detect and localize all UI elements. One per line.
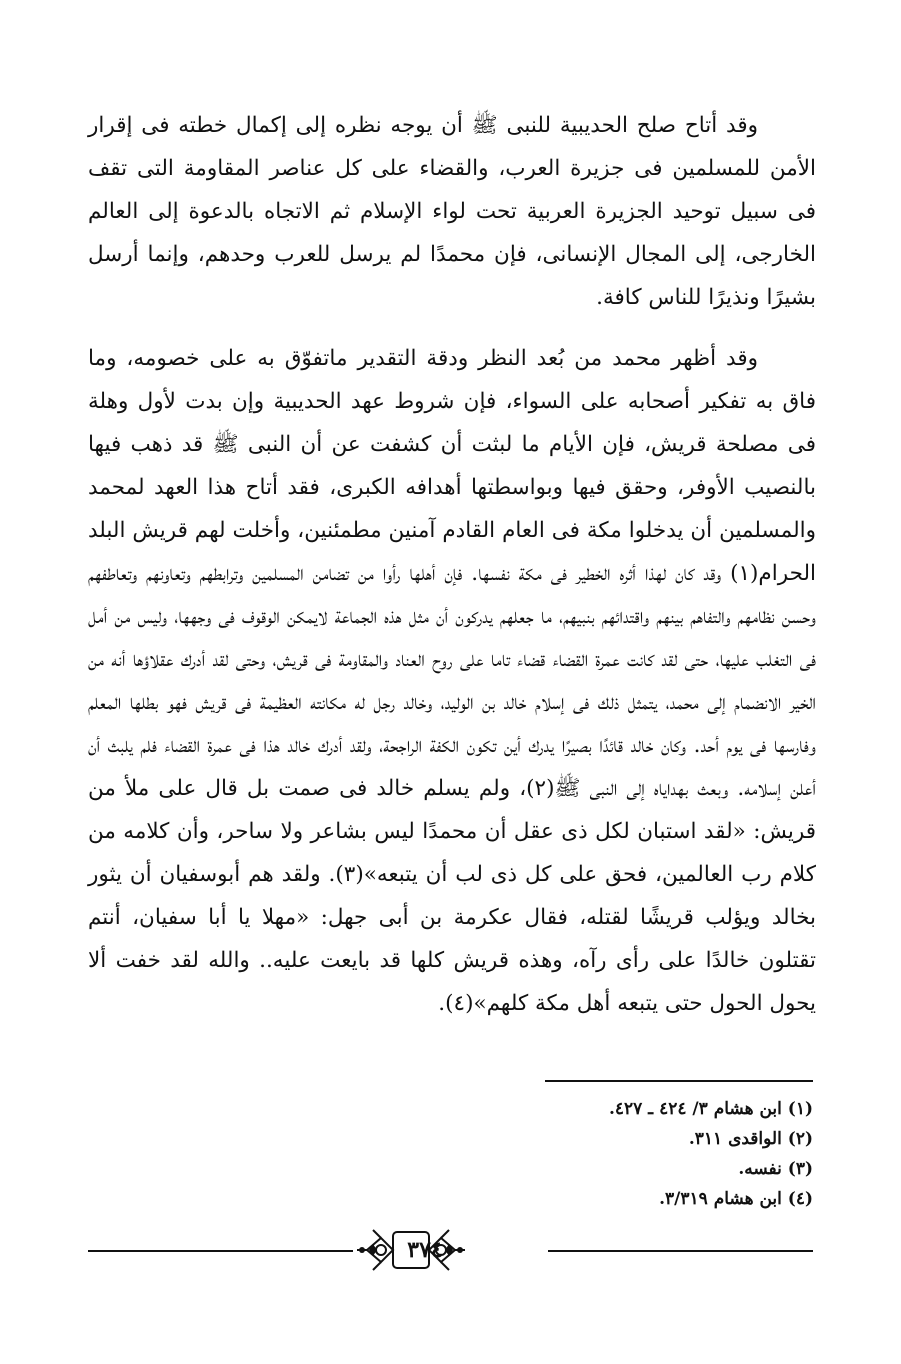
footnote-3: (٣) نفسه. (738, 1159, 813, 1179)
paragraph-1 (88, 104, 816, 319)
paragraph-2-text: وقد أظهر محمد من بُعد النظر ودقة التقدير ماتفوّق به على خصومه، وما فاق به تفكير أصحابه على السواء، فإن شروط عهد الحديبية وإن بدت لأول وهلة فى مصلحة قريش، فإن الأيام ما لبثت أن كشفت عن أن النبى ﷺ قد ذهب فيها بالنصيب الأوفر، وحقق فيها وبواسطتها أهدافه الكبرى، فقد أتاح هذا العهد لمحمد والمسلمين أن يدخلوا مكة فى العام القادم آمنين مطمئنين، وأخلت لهم قريش البلد الحرام(١) وقد كان لهذا أثره الخطير فى مكة نفسها. فإن أهلها رأوا من تضامن المسلمين وترابطهم وتعاونهم وتعاطفهم وحسن نظامهم والتفاهم بينهم واقتدائهم بنبيهم، ما جعلهم يدركون أن مثل هذه الجماعة لايمكن الوقوف فى وجهها، وليس من أمل فى التغلب عليها، حتى لقد كانت عمرة القضاء قضاء تاما على روح العناد والمقاومة فى قريش، وحتى لقد أدرك عقلاؤها أنه من الخير الانضمام إلى محمد، يتمثل ذلك فى إسلام خالد بن الوليد، وخالد رجل له مكانته العظيمة فى قريش فهو بطلها المعلم وفارسها فى يوم أحد. وكان خالد قائدًا بصيرًا يدرك أين تكون الكفة الراجحة، ولقد أدرك خالد هذا فى عمرة القضاء فلم يلبث أن أعلن إسلامه. وبعث بهداياه إلى النبى ﷺ(٢)، ولم يسلم خالد فى صمت بل قال على ملأ من قريش: «لقد استبان لكل ذى عقل أن محمدًا ليس بشاعر ولا ساحر، وأن كلامه من كلام رب العالمين، فحق على كل ذى لب أن يتبعه»(٣). ولقد هم أبوسفيان أن يثور بخالد ويؤلب قريشًا لقتله، فقال عكرمة بن أبى جهل: «مهلا يا أبا سفيان، أنتم تقتلون خالدًا على رأى رآه، وهذه قريش كلها قد بايعت عليه.. والله لقد خفت ألا يحول الحول حتى يتبعه أهل مكة كلهم»(٤). (88, 346, 817, 1016)
page-body (88, 104, 816, 1025)
footnotes (313, 1094, 813, 1214)
footnote-2: (٢) الواقدى ٣١١. (688, 1129, 813, 1149)
footer-rule-left (88, 1250, 353, 1252)
footer-rule-right (548, 1250, 813, 1252)
footnote-4: (٤) ابن هشام ٣/٣١٩. (659, 1189, 813, 1209)
paragraph-2 (88, 337, 816, 1025)
page-number: ٣٧٤ (407, 1237, 443, 1263)
paragraph-1-text: وقد أتاح صلح الحديبية للنبى ﷺ أن يوجه نظره إلى إكمال خطته فى إقرار الأمن للمسلمين فى جزيرة العرب، والقضاء على كل عناصر المقاومة التى تقف فى سبيل توحيد الجزيرة العربية تحت لواء الإسلام ثم الاتجاه بالدعوة إلى العالم الخارجى، إلى المجال الإنسانى، فإن محمدًا لم يرسل للعرب وحدهم، وإنما أرسل بشيرًا ونذيرًا للناس كافة. (88, 113, 816, 310)
footnote-separator (545, 1080, 813, 1082)
footnote-1: (١) ابن هشام ٣/ ٤٢٤ ـ ٤٢٧. (608, 1099, 813, 1119)
